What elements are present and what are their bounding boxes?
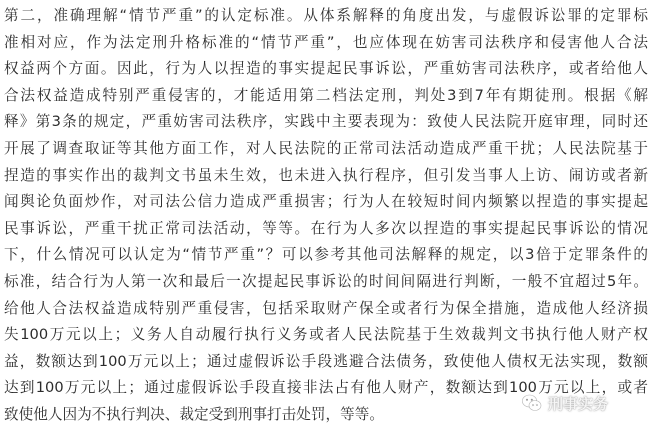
text-line: 民事诉讼，严重干扰正常司法活动，等等。在行为人多次以捏造的事实提起民事诉讼的情况 <box>4 219 648 237</box>
document-body <box>4 3 648 429</box>
watermark-text: 刑事实务 <box>548 394 609 413</box>
text-line: 捏造的事实作出的裁判文书虽未生效，也未进入执行程序，但引发当事人上访、闹访或者新 <box>4 166 648 184</box>
text-line: 开展了调查取证等其他方面工作，对人民法院的正常司法活动造成严重干扰；人民法院基于 <box>4 139 648 157</box>
text-line: 闻舆论负面炒作，对司法公信力造成严重损害；行为人在较短时间内频繁以捏造的事实提起 <box>4 193 648 211</box>
text-line: 下，什么情况可以认定为“情节严重”？可以参考其他司法解释的规定，以3倍于定罪条件的 <box>4 246 648 264</box>
text-line: 致使他人因为不执行判决、裁定受到刑事打击处罚，等等。 <box>4 405 384 423</box>
text-line: 合法权益造成特别严重侵害的，才能适用第二档法定刑，判处3到7年有期徒刑。根据《解 <box>4 86 648 104</box>
text-line: 释》第3条的规定，严重妨害司法秩序，实践中主要表现为：致使人民法院开庭审理，同时还 <box>4 113 648 131</box>
text-line: 益，数额达到100万元以上；通过虚假诉讼手段逃避合法债务，致使他人债权无法实现，数额 <box>4 352 648 370</box>
text-line: 给他人合法权益造成特别严重侵害，包括采取财产保全或者行为保全措施，造成他人经济损 <box>4 299 648 317</box>
text-line: 标准，结合行为人第一次和最后一次提起民事诉讼的时间间隔进行判断，一般不宜超过5年。 <box>4 272 648 290</box>
text-line: 第二，准确理解“情节严重”的认定标准。从体系解释的角度出发，与虚假诉讼罪的定罪标 <box>4 7 648 24</box>
text-line: 权益两个方面。因此，行为人以捏造的事实提起民事诉讼，严重妨害司法秩序，或者给他人 <box>4 60 648 78</box>
text-line: 失100万元以上；义务人自动履行执行义务或者人民法院基于生效裁判文书执行他人财产权 <box>4 326 648 344</box>
text-line: 达到100万元以上；通过虚假诉讼手段直接非法占有他人财产，数额达到100万元以上，或者 <box>4 379 648 397</box>
text-line: 准相对应，作为法定刑升格标准的“情节严重”，也应体现在妨害司法秩序和侵害他人合法 <box>4 33 648 51</box>
